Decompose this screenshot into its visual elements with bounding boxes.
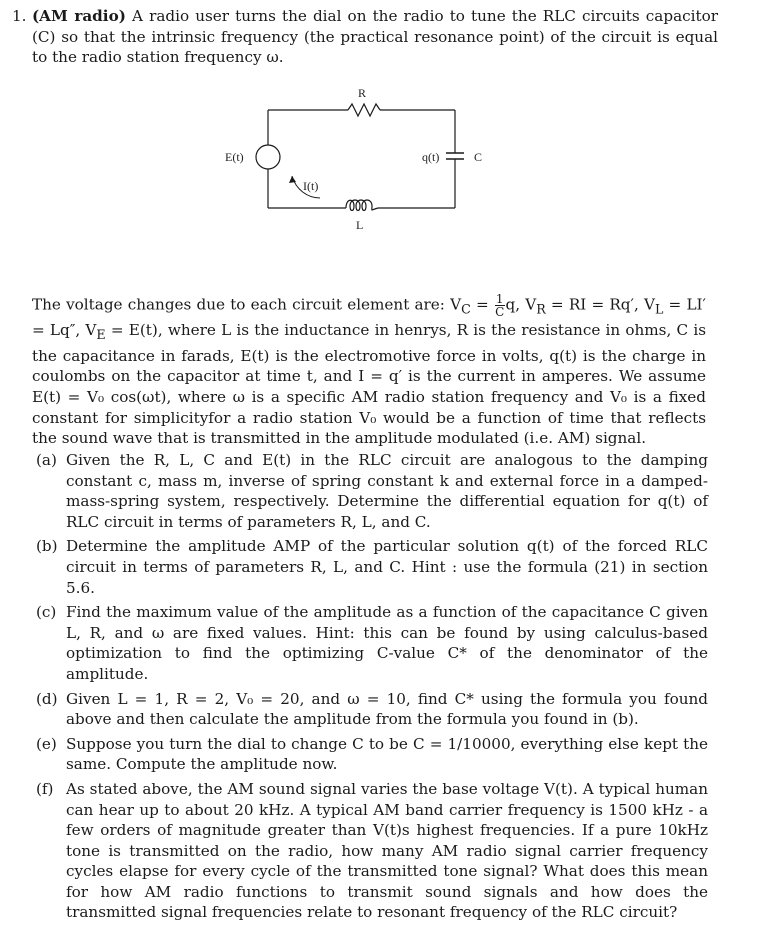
part-text: Find the maximum value of the amplitude as a function of the capacitance C given L, R, and ω are fixed values. Hint: this can be found by using calculus-based optimization to find the optimizing C-value C* of the denominator of the amplitude. (66, 603, 708, 683)
voltage-source-symbol (256, 145, 280, 169)
part-text: As stated above, the AM sound signal varies the base voltage V(t). A typical human can hear up to about 20 kHz. A typical AM band carrier frequency is 1500 kHz - a few orders of magnitude greater than V(t)s highest frequencies. If a pure 10kHz tone is transmitted on the radio, how many AM radio signal carrier frequency cycles elapse for every cycle of the transmitted tone signal? What does this mean for how AM radio functions to transmit sound signals and how does the transmitted signal frequencies relate to resonant frequency of the RLC circuit? (66, 779, 708, 922)
label-L: L (356, 218, 364, 232)
problem-title: (AM radio) (32, 7, 126, 25)
sub-C: C (461, 301, 471, 317)
part-text: Determine the amplitude AMP of the particular solution q(t) of the forced RLC circuit in terms of parameters R, L, and C. Hint : use the formula (21) in section 5.6. (66, 537, 708, 597)
part-text: Given L = 1, R = 2, V₀ = 20, and ω = 10, find C* using the formula you found above and then calculate the amplitude from the formula you found in (b). (66, 689, 708, 729)
inductor-symbol (346, 200, 378, 211)
part-d (32, 689, 708, 730)
part-f (32, 779, 708, 923)
para-mid1: = RI = Rq′, V (545, 295, 655, 314)
para-after-frac: q, V (505, 295, 537, 314)
sub-E: E (96, 327, 106, 343)
para-mid2: = LI′ = Lq″, V (32, 295, 706, 340)
para-lead: The voltage changes due to each circuit element are: V (32, 295, 462, 314)
problem-header (12, 6, 718, 68)
label-E: E(t) (225, 150, 244, 164)
part-a (32, 450, 708, 532)
part-b (32, 536, 708, 598)
question-parts (32, 450, 708, 927)
part-label: (a) (36, 451, 57, 469)
problem-intro (32, 6, 718, 68)
para-eq1: = (470, 295, 494, 314)
part-c (32, 602, 708, 684)
current-arrow-head (289, 176, 296, 183)
problem-number: 1. (12, 7, 27, 25)
part-label: (c) (36, 603, 57, 622)
sub-L: L (654, 301, 664, 317)
para-rest: = E(t), where L is the inductance in henrys, R is the resistance in ohms, C is the capacitance in farads, E(t) is the electromotive force in volts, q(t) is the charge in coulombs on the capacitor at time t, and I = q′ is the current in amperes. We assume E(t) = V₀ cos(ωt), where ω is a specific AM radio station frequency and V₀ is a fixed constant for simplicityfor a radio station V₀ would be a function of time that reflects the sound wave that is transmitted in the amplitude modulated (i.e. AM) signal. (32, 321, 706, 448)
frac-den: C (495, 305, 505, 319)
label-q: q(t) (422, 150, 440, 164)
part-label: (e) (36, 734, 57, 753)
voltage-paragraph (32, 293, 706, 449)
part-text: Given the R, L, C and E(t) in the RLC circuit are analogous to the damping constant c, mass m, inverse of spring constant k and external force in a damped-mass-spring system, respectively. Determine the differential equation for q(t) of RLC circuit in terms of parameters R, L, and C. (66, 451, 708, 531)
label-I: I(t) (303, 179, 319, 193)
part-text: Suppose you turn the dial to change C to be C = 1/10000, everything else kept the same. Compute the amplitude now. (66, 734, 708, 774)
part-label: (b) (36, 537, 58, 556)
problem-intro-text: A radio user turns the dial on the radio to tune the RLC circuits capacitor (C) so that the intrinsic frequency (the practical resonance point) of the circuit is equal to the radio station frequency ω. (32, 7, 719, 67)
part-label: (d) (36, 689, 58, 708)
rlc-circuit-diagram (200, 82, 520, 252)
label-R: R (358, 86, 367, 100)
label-C: C (474, 150, 483, 164)
frac-num: 1 (495, 292, 504, 306)
resistor-symbol (348, 104, 380, 116)
fraction-1-over-C (495, 293, 505, 318)
circuit-svg (200, 82, 520, 252)
part-e (32, 734, 708, 775)
part-label: (f) (36, 779, 54, 798)
sub-R: R (536, 301, 546, 317)
